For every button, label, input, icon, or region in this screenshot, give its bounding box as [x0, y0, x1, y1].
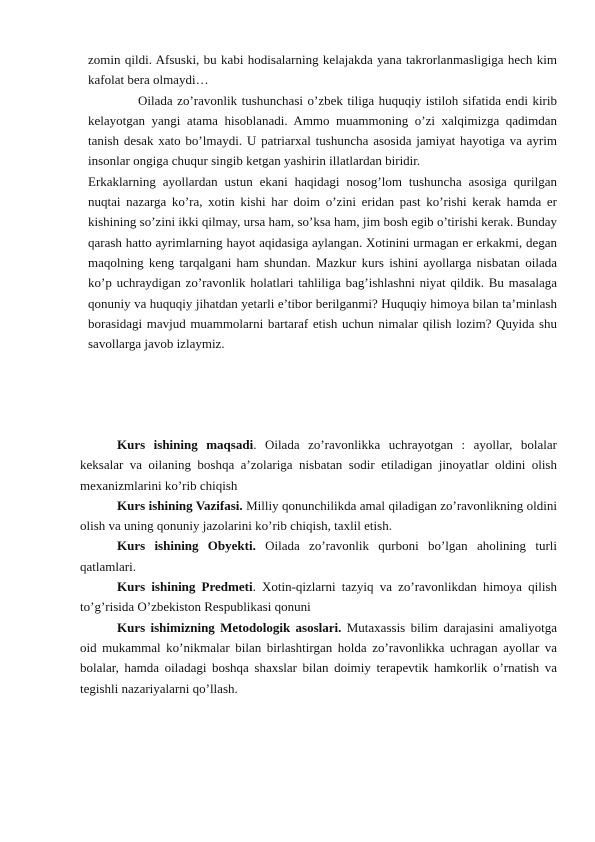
object-label: Kurs ishining Obyekti.: [117, 538, 256, 554]
paragraph-analysis-text: Erkaklarning ayollardan ustun ekani haqidagi nosog’lom tushuncha asosiga qurilgan nuqtai nazarga ko’ra, xotin kishi har doim o’zini eridan past ko’rishi kerak hamda er kishining so’zini ikki qilmay, ursa ham, so’ksa ham, jim bosh egib o’tirishi kerak. Bunday qarash hatto ayrimlarning hayot aqidasiga aylangan. Xotinini urmagan er erkakmi, degan maqolning keng tarqalgani ham shundan. Mazkur kurs ishini ayollarga nisbatan oilada ko’p uchraydigan zo’ravonlik holatlari tahliliga bag’ishlashni niyat qildik. Bu masalaga qonuniy va huquqiy jihatdan yetarli e’tibor berilganmi? Huquqiy himoya bilan ta’minlash borasidagi mavjud muammolarni bartaraf etish uchun nimalar qilish lozim? Quyida shu savollarga javob izlaymiz.: [88, 173, 557, 352]
course-goals-section: [80, 435, 557, 699]
goal-label: Kurs ishining maqsadi: [117, 437, 254, 452]
object-text: Oilada zo’ravonlik qurboni bo’lgan aholining turli qatlamlari.: [80, 538, 557, 574]
goal-paragraph: [80, 435, 557, 496]
methodology-paragraph: [80, 618, 557, 699]
paragraph-definition: Oilada zo’ravonlik tushunchasi o’zbek tiliga huquqiy istiloh sifatida endi kirib kelayotgan yangi atama hisoblanadi. Ammo muammoning o’zi xalqimizga qadimdan tanish desak xato bo’lmaydi. U patriarxal tushuncha asosida jamiyat hayotiga va ayrim insonlar ongiga chuqur singib ketgan yashirin illatlardan biridir.: [88, 92, 557, 169]
paragraph-analysis: [88, 172, 557, 355]
methodology-text: Mutaxassis bilim darajasini amaliyotga oid mukammal ko’nikmalar bilan birlashtirgan holda zo’ravonlikka uchragan ayollar va bolalar, hamda oiladagi boshqa shaxslar bilan doimiy terapevtik hamkorlik o’rnatish va tegishli nazariyalarni qo’llash.: [80, 619, 557, 696]
goal-text: . Oilada zo’ravonlikka uchrayotgan : ayollar, bolalar keksalar va oilaning boshqa a’zolariga nisbatan sodir etiladigan jinoyatlar oldini olish mexanizmlarini ko’rib chiqish: [80, 437, 558, 493]
subject-paragraph: [80, 577, 557, 618]
task-text: Milliy qonunchilikda amal qiladigan zo’ravonlikning oldini olish va uning qonuniy jazolarini ko’rib chiqish, taxlil etish.: [80, 497, 557, 534]
methodology-label: Kurs ishimizning Metodologik asoslari.: [117, 619, 342, 635]
intro-section: [88, 50, 557, 354]
task-paragraph: [80, 496, 557, 537]
object-paragraph: [80, 536, 557, 577]
subject-label: Kurs ishining Predmeti: [117, 579, 253, 595]
paragraph-continuation: zomin qildi. Afsuski, bu kabi hodisalarning kelajakda yana takrorlanmasligiga hech kim kafolat bera olmaydi…: [88, 52, 557, 88]
subject-text: . Xotin-qizlarni tazyiq va zo’ravonlikdan himoya qilish to’g’risida O’zbekiston Respublikasi qonuni: [80, 579, 557, 615]
task-label: Kurs ishining Vazifasi.: [117, 497, 243, 513]
